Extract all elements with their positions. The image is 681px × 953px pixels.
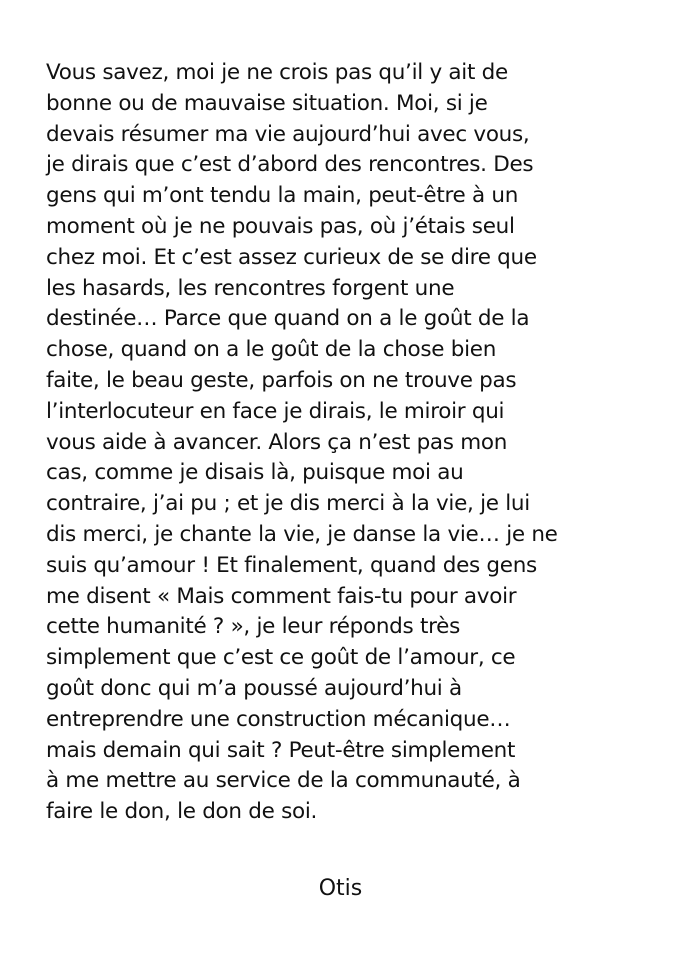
quote-line: cette humanité ? », je leur réponds très — [46, 614, 460, 640]
quote-line: je dirais que c’est d’abord des rencontres. Des — [46, 152, 534, 178]
quote-line: contraire, j’ai pu ; et je dis merci à la vie, je lui — [46, 491, 530, 517]
quote-line: les hasards, les rencontres forgent une — [46, 275, 455, 301]
quote-line: à me mettre au service de la communauté, à — [46, 768, 521, 794]
quote-line: devais résumer ma vie aujourd’hui avec vous, — [46, 121, 530, 147]
quote-line: moment où je ne pouvais pas, où j’étais seul — [46, 213, 515, 239]
quote-line: suis qu’amour ! Et finalement, quand des gens — [46, 552, 537, 578]
quote-line: entreprendre une construction mécanique… — [46, 706, 511, 732]
quote-line: chose, quand on a le goût de la chose bien — [46, 337, 497, 363]
quote-line: gens qui m’ont tendu la main, peut-être à un — [46, 183, 519, 209]
quote-paragraph — [46, 58, 646, 828]
quote-line: Vous savez, moi je ne crois pas qu’il y ait de — [46, 60, 508, 85]
quote-line: mais demain qui sait ? Peut-être simplement — [46, 737, 516, 763]
quote-line: destinée… Parce que quand on a le goût de la — [46, 306, 530, 332]
quote-line: goût donc qui m’a poussé aujourd’hui à — [46, 675, 462, 701]
quote-line: simplement que c’est ce goût de l’amour, ce — [46, 645, 516, 671]
quote-line: me disent « Mais comment fais-tu pour avoir — [46, 583, 517, 609]
signature: Otis — [318, 876, 363, 901]
quote-line: dis merci, je chante la vie, je danse la vie… je ne — [46, 521, 558, 547]
quote-line: faire le don, le don de soi. — [46, 799, 318, 825]
quote-line: cas, comme je disais là, puisque moi au — [46, 460, 464, 486]
quote-line: faite, le beau geste, parfois on ne trouve pas — [46, 367, 517, 393]
quote-line: chez moi. Et c’est assez curieux de se dire que — [46, 244, 537, 270]
quote-line: l’interlocuteur en face je dirais, le miroir qui — [46, 398, 505, 424]
quote-line: bonne ou de mauvaise situation. Moi, si je — [46, 90, 488, 116]
quote-line: vous aide à avancer. Alors ça n’est pas mon — [46, 429, 508, 455]
